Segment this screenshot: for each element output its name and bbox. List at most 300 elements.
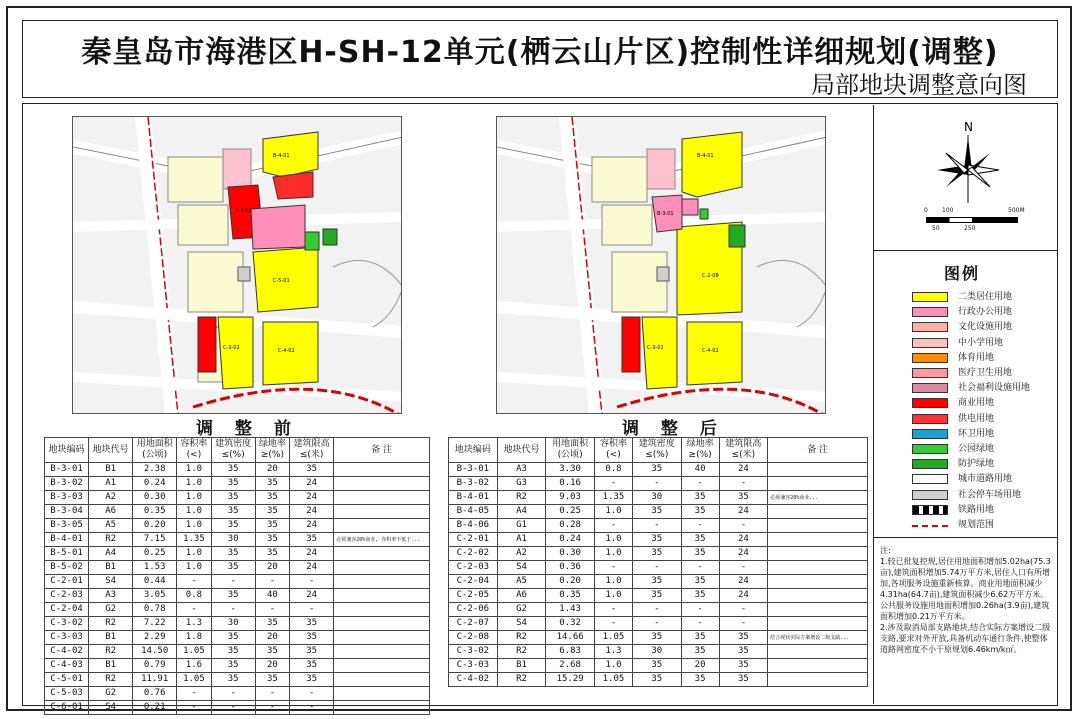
table-cell: - [255,701,289,715]
legend-swatch [912,368,948,378]
table-cell: 35 [632,659,681,673]
table-note-cell [768,659,868,673]
table-cell: G1 [497,519,546,533]
table-cell: 1.0 [177,491,211,505]
table-cell: 0.21 [133,701,177,715]
table-cell: 35 [632,631,681,645]
map-before-svg [73,117,402,414]
table-note-cell: 必须兼容20%商业... [768,491,868,505]
table-note-cell [768,561,868,575]
table-cell: A1 [497,533,546,547]
svg-text:C-3-02: C-3-02 [223,345,240,351]
table-cell: C-2-05 [449,589,498,603]
legend-swatch [912,490,948,500]
table-cell: 35 [290,673,334,687]
table-cell: 35 [632,463,681,477]
table-cell: C-4-02 [45,645,89,659]
table-note-cell [334,659,430,673]
table-cell: B-3-01 [449,463,498,477]
table-cell: - [681,603,719,617]
table-cell: - [255,687,289,701]
table-cell: 1.35 [177,533,211,547]
scale-tick-250: 250 [964,225,976,232]
table-cell: 1.3 [594,645,632,659]
table-header-row [449,438,868,463]
table-row [45,589,430,603]
table-cell: S4 [89,575,133,589]
table-cell: 35 [681,491,719,505]
table-cell: G2 [89,687,133,701]
table-note-cell [334,701,430,715]
legend-label: 文化设施用地 [958,322,1013,333]
legend-label: 防护绿地 [958,459,995,470]
table-cell: C-2-02 [449,547,498,561]
table-row [45,491,430,505]
table-cell: 30 [632,645,681,659]
table-cell: 0.32 [546,617,595,631]
table-cell: C-6-01 [45,701,89,715]
table-note-cell [768,477,868,491]
table-cell: 0.20 [546,575,595,589]
table-cell: 0.25 [546,505,595,519]
table-cell: A3 [497,463,546,477]
table-cell: 35 [211,491,255,505]
table-cell: R2 [89,673,133,687]
table-cell: 35 [719,659,768,673]
table-cell: 1.0 [177,561,211,575]
table-cell: 30 [211,533,255,547]
table-cell: A5 [497,575,546,589]
table-row [449,673,868,687]
table-cell: 24 [290,589,334,603]
table-cell: 1.05 [177,673,211,687]
table-cell: - [681,477,719,491]
legend-swatch [912,353,948,363]
table-cell: 35 [681,547,719,561]
table-cell: 1.35 [594,491,632,505]
page-title: 秦皇岛市海港区H-SH-12单元(栖云山片区)控制性详细规划(调整) [81,35,999,70]
table-cell: - [594,519,632,533]
notes-heading: 注: [880,546,891,555]
table-cell: 40 [255,589,289,603]
table-cell: 35 [255,645,289,659]
table-note-cell [334,477,430,491]
table-cell: B-5-01 [45,547,89,561]
table-cell: 0.44 [133,575,177,589]
legend-title: 图例 [944,264,981,283]
table-cell: 35 [290,645,334,659]
table-cell: 35 [255,505,289,519]
table-header-cell: 容积率 (<) [594,438,632,463]
table-cell: 1.0 [177,477,211,491]
table-row [449,491,868,505]
table-row [449,617,868,631]
table-cell: B-4-05 [449,505,498,519]
table-cell: C-2-03 [449,561,498,575]
table-cell: 7.15 [133,533,177,547]
table-cell: 24 [719,505,768,519]
table-cell: - [632,603,681,617]
table-cell: 35 [211,589,255,603]
table-cell: 35 [719,645,768,659]
table-cell: 24 [290,519,334,533]
table-cell: R2 [497,491,546,505]
table-cell: - [255,575,289,589]
table-cell: 0.16 [546,477,595,491]
legend-label: 社会福利设施用地 [958,383,1031,394]
table-note-cell [768,463,868,477]
table-cell: - [594,477,632,491]
table-cell: - [632,519,681,533]
table-note-cell [768,533,868,547]
table-cell: 1.43 [546,603,595,617]
table-cell: B-3-05 [45,519,89,533]
table-header-cell: 绿地率 ≥(%) [681,438,719,463]
table-row [45,687,430,701]
table-note-cell [334,589,430,603]
table-cell: 30 [211,617,255,631]
table-cell: 1.0 [594,659,632,673]
table-cell: 20 [681,659,719,673]
table-note-cell [334,631,430,645]
table-cell: 14.50 [133,645,177,659]
table-note-cell [768,505,868,519]
table-row [449,631,868,645]
table-cell: - [594,561,632,575]
table-cell: - [719,477,768,491]
table-cell: 11.91 [133,673,177,687]
table-cell: - [719,561,768,575]
table-cell: - [719,617,768,631]
table-note-cell [768,519,868,533]
table-cell: - [290,701,334,715]
table-cell: B-4-01 [45,533,89,547]
svg-text:C-4-02: C-4-02 [702,348,719,354]
table-row [449,659,868,673]
table-cell: 35 [719,673,768,687]
table-cell: C-3-02 [449,645,498,659]
table-cell: A2 [497,547,546,561]
table-cell: 35 [255,533,289,547]
legend-swatch [912,459,948,469]
map-after [496,116,826,414]
table-row [45,463,430,477]
table-cell: 30 [632,491,681,505]
table-cell: - [177,603,211,617]
table-cell: - [632,617,681,631]
table-cell: C-2-06 [449,603,498,617]
table-cell: B1 [89,631,133,645]
table-cell: 35 [681,645,719,659]
table-cell: B-4-01 [449,491,498,505]
table-row [45,505,430,519]
table-row [449,463,868,477]
table-cell: S4 [89,701,133,715]
table-row [45,575,430,589]
table-cell: 35 [211,477,255,491]
legend-label: 体育用地 [958,352,995,363]
table-row [449,477,868,491]
table-cell: 35 [211,673,255,687]
table-cell: 24 [719,575,768,589]
scale-tick-500: 500M [1008,207,1025,214]
scale-tick-0: 0 [924,207,928,214]
table-cell: 35 [290,533,334,547]
table-cell: B1 [89,659,133,673]
table-header-cell: 地块代号 [89,438,133,463]
table-cell: G3 [497,477,546,491]
table-cell: 1.0 [177,505,211,519]
table-cell: 0.30 [546,547,595,561]
table-cell: 35 [632,505,681,519]
table-cell: B1 [89,561,133,575]
table-cell: G2 [497,603,546,617]
table-cell: C-2-04 [45,603,89,617]
legend-swatch [912,292,948,302]
table-cell: B1 [89,463,133,477]
table-cell: A6 [89,505,133,519]
table-cell: A3 [89,589,133,603]
map-after-svg [497,117,826,414]
svg-text:C-3-02: C-3-02 [647,345,664,351]
notes [880,545,1052,655]
table-cell: 1.0 [594,589,632,603]
table-cell: 1.0 [594,505,632,519]
table-cell: 1.05 [177,645,211,659]
caption-after: 调 整 后 [622,419,725,439]
table-cell: - [290,575,334,589]
table-cell: - [681,561,719,575]
table-row [449,561,868,575]
table-cell: 0.24 [546,533,595,547]
svg-text:B-3-01: B-3-01 [657,211,674,217]
table-cell: A4 [497,505,546,519]
table-cell: B1 [497,659,546,673]
table-cell: 35 [681,589,719,603]
table-cell: 24 [719,533,768,547]
table-cell: S4 [497,617,546,631]
notes-divider [874,537,1057,538]
table-cell: C-3-03 [45,631,89,645]
table-cell: B-4-06 [449,519,498,533]
table-cell: 35 [290,631,334,645]
table-cell: 20 [255,659,289,673]
table-cell: 35 [211,519,255,533]
page-subtitle: 局部地块调整意向图 [811,71,1027,99]
legend-swatch [912,383,948,393]
table-cell: 0.35 [546,589,595,603]
legend-label: 行政办公用地 [958,307,1013,318]
table-note-cell: 结合现状实际方案增设二级支路... [768,631,868,645]
table-cell: - [177,575,211,589]
table-cell: A6 [497,589,546,603]
table-cell: 1.0 [177,519,211,533]
scale-tick-50: 50 [932,225,940,232]
table-note-cell [334,687,430,701]
table-cell: B-3-02 [449,477,498,491]
table-cell: 24 [719,589,768,603]
table-cell: 0.24 [133,477,177,491]
map-before [72,116,402,414]
table-note-cell [768,645,868,659]
table-note-cell [334,491,430,505]
scale-bar [924,207,1026,239]
table-row [449,645,868,659]
table-cell: - [594,603,632,617]
legend-swatch [912,307,948,317]
table-row [45,659,430,673]
table-cell: C-2-01 [449,533,498,547]
table-row [45,617,430,631]
table-header-cell: 用地面积 (公顷) [546,438,595,463]
table-note-cell [768,673,868,687]
table-cell: 24 [290,505,334,519]
table-cell: - [719,519,768,533]
table-row [45,645,430,659]
legend-swatch [912,414,948,424]
table-cell: 35 [681,575,719,589]
table-cell: 20 [255,561,289,575]
svg-text:C-2-08: C-2-08 [702,273,719,279]
table-header-cell: 备 注 [334,438,430,463]
table-cell: C-3-03 [449,659,498,673]
table-cell: 35 [255,519,289,533]
table-cell: 35 [211,463,255,477]
table-note-cell [768,547,868,561]
caption-before: 调 整 前 [196,419,299,439]
side-panel [873,105,1057,704]
table-header-cell: 地块代号 [497,438,546,463]
table-cell: - [632,561,681,575]
table-cell: 35 [255,477,289,491]
table-cell: B-5-02 [45,561,89,575]
table-cell: 35 [211,631,255,645]
table-cell: 24 [719,547,768,561]
table-cell: 1.0 [594,575,632,589]
svg-text:B-4-01: B-4-01 [273,153,290,159]
note-2: 2.涉及取消局部支路地块,结合实际方案增设二级支路,要求对外开放,具备机动车通行条件,使整体道路网密度不小于原规划6.46km/k㎡。 [880,623,1051,654]
table-cell: 35 [632,533,681,547]
table-header-cell: 绿地率 ≥(%) [255,438,289,463]
table-row [45,533,430,547]
table-cell: 1.6 [177,659,211,673]
table-cell: 35 [255,547,289,561]
table-row [449,519,868,533]
table-header-cell: 建筑限高 ≤(米) [719,438,768,463]
table-cell: 35 [211,547,255,561]
table-cell: C-2-03 [45,589,89,603]
legend-swatch [912,322,948,332]
table-row [449,589,868,603]
table-cell: 35 [632,575,681,589]
table-row [45,701,430,715]
table-cell: - [211,575,255,589]
table-cell: B-3-03 [45,491,89,505]
table-cell: A2 [89,491,133,505]
table-cell: 24 [290,561,334,575]
table-note-cell [334,561,430,575]
svg-text:N: N [964,120,973,134]
legend-swatch [912,525,948,527]
table-note-cell [334,547,430,561]
table-cell: 35 [632,547,681,561]
table-header-cell: 建筑密度 ≤(%) [632,438,681,463]
table-cell: 1.05 [594,673,632,687]
table-cell: 7.22 [133,617,177,631]
table-cell: C-5-01 [45,673,89,687]
table-cell: A5 [89,519,133,533]
table-cell: 2.38 [133,463,177,477]
table-cell: 0.8 [594,463,632,477]
note-1: 1.较已批复控规,居住用地面积增加5.02ha(75.3亩),建筑面积增加5.74万平方米,居住人口有所增加,各项服务设施重新核算。商业用地面积减少4.31ha(64.7亩),建筑面积减少6.62万平方米。公共服务设施用地面积增加0.26ha(3.9亩),建筑面积增加0.21万平方米。 [880,557,1051,621]
table-row [45,547,430,561]
table-cell: 1.0 [177,547,211,561]
table-cell: 0.36 [546,561,595,575]
table-cell: - [719,603,768,617]
table-after [448,437,868,687]
table-cell: 35 [719,491,768,505]
table-cell: 24 [290,491,334,505]
legend-swatch [912,398,948,408]
table-cell: 0.78 [133,603,177,617]
table-cell: C-2-07 [449,617,498,631]
table-cell: R2 [89,617,133,631]
legend-label: 供电用地 [958,413,995,424]
table-cell: R2 [497,673,546,687]
table-cell: 1.0 [177,463,211,477]
table-note-cell [768,603,868,617]
table-cell: 1.0 [594,547,632,561]
table-cell: B-3-01 [45,463,89,477]
table-cell: - [632,477,681,491]
table-cell: C-3-02 [45,617,89,631]
table-cell: 2.29 [133,631,177,645]
legend-label: 医疗卫生用地 [958,368,1013,378]
table-cell: 35 [681,631,719,645]
table-note-cell [334,617,430,631]
table-cell: - [255,603,289,617]
table-note-cell [768,589,868,603]
table-cell: 6.83 [546,645,595,659]
table-cell: 24 [290,477,334,491]
table-cell: 1.53 [133,561,177,575]
table-row [45,631,430,645]
table-row [45,519,430,533]
table-cell: C-2-04 [449,575,498,589]
table-row [449,533,868,547]
table-cell: C-4-03 [45,659,89,673]
table-note-cell [334,505,430,519]
table-cell: 9.03 [546,491,595,505]
table-cell: - [211,687,255,701]
table-note-cell [768,617,868,631]
legend-label: 中小学用地 [958,337,1004,348]
table-cell: 24 [719,463,768,477]
table-row [449,547,868,561]
table-cell: 0.35 [133,505,177,519]
legend-swatch [912,429,948,439]
table-cell: C-2-08 [449,631,498,645]
table-cell: 0.8 [177,589,211,603]
table-cell: 3.30 [546,463,595,477]
table-cell: 35 [211,561,255,575]
table-cell: 35 [255,617,289,631]
table-cell: 35 [681,533,719,547]
table-before [44,437,430,715]
table-cell: 35 [290,463,334,477]
table-cell: 0.79 [133,659,177,673]
legend-label: 二类居住用地 [958,292,1013,302]
